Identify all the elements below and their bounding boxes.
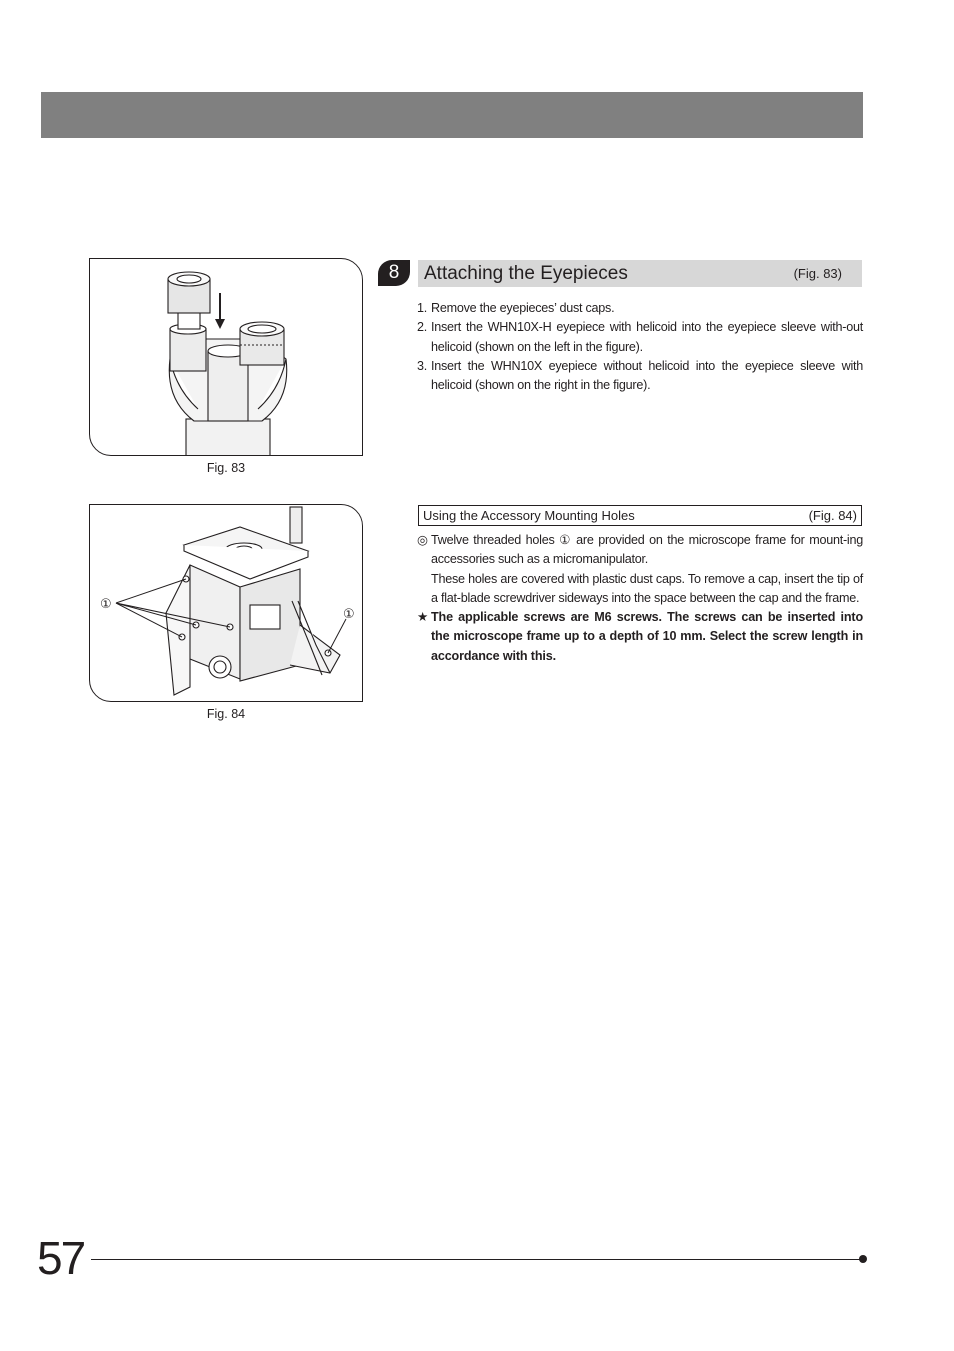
figure-83-caption: Fig. 83 <box>206 461 246 475</box>
step-text: Insert the WHN10X eyepiece without helicoid into the eyepiece sleeve with helicoid (shown on the right in the figure). <box>431 358 863 393</box>
subsection-heading-box <box>418 505 862 526</box>
section-heading-bar <box>418 260 862 287</box>
step-item <box>417 299 863 318</box>
step-text: Remove the eyepieces’ dust caps. <box>431 301 615 315</box>
note-text: The applicable screws are M6 screws. The screws can be inserted into the microscope frame up to a depth of 10 mm. Select the screw length in accordance with this. <box>431 610 863 663</box>
header-band <box>41 92 863 138</box>
step-item <box>417 318 863 357</box>
subsection-title: Using the Accessory Mounting Holes <box>423 508 635 523</box>
microscope-frame-illustration <box>90 505 362 701</box>
figure-84-illustration <box>89 504 363 702</box>
subsection-figure-ref: (Fig. 84) <box>808 508 857 523</box>
step-number: 2. <box>417 320 428 335</box>
double-circle-icon: ◎ <box>417 533 428 547</box>
note-indent <box>417 570 431 609</box>
callout-1-left: ① <box>100 597 112 612</box>
figure-83-illustration <box>89 258 363 456</box>
eyepiece-illustration <box>90 259 362 455</box>
note-item <box>417 570 863 609</box>
note-text: Twelve threaded holes ① are provided on the microscope frame for mount-ing accessories such as a micromanipulator. <box>431 533 863 567</box>
note-text: These holes are covered with plastic dust caps. To remove a cap, insert the tip of a flat-blade screwdriver sideways into the space between the cap and the frame. <box>431 571 863 605</box>
footer-rule <box>91 1259 863 1260</box>
note-item <box>417 531 863 570</box>
section-figure-ref: (Fig. 83) <box>793 266 842 281</box>
section-title: Attaching the Eyepieces <box>424 263 628 284</box>
footer-dot <box>859 1255 867 1263</box>
step-number: 3. <box>417 358 428 373</box>
mounting-holes-notes <box>417 531 863 666</box>
step-item <box>417 357 863 396</box>
page-number: 57 <box>37 1232 85 1284</box>
star-icon: ★ <box>417 610 429 625</box>
step-number: 1. <box>417 301 428 315</box>
eyepiece-steps-list <box>417 299 863 395</box>
callout-1-right: ① <box>343 607 355 622</box>
section-number: 8 <box>378 260 410 286</box>
step-text: Insert the WHN10X-H eyepiece with helicoid into the eyepiece sleeve with-out helicoid (shown on the left in the figure). <box>431 320 863 354</box>
figure-84-caption: Fig. 84 <box>206 707 246 721</box>
note-item <box>417 608 863 666</box>
